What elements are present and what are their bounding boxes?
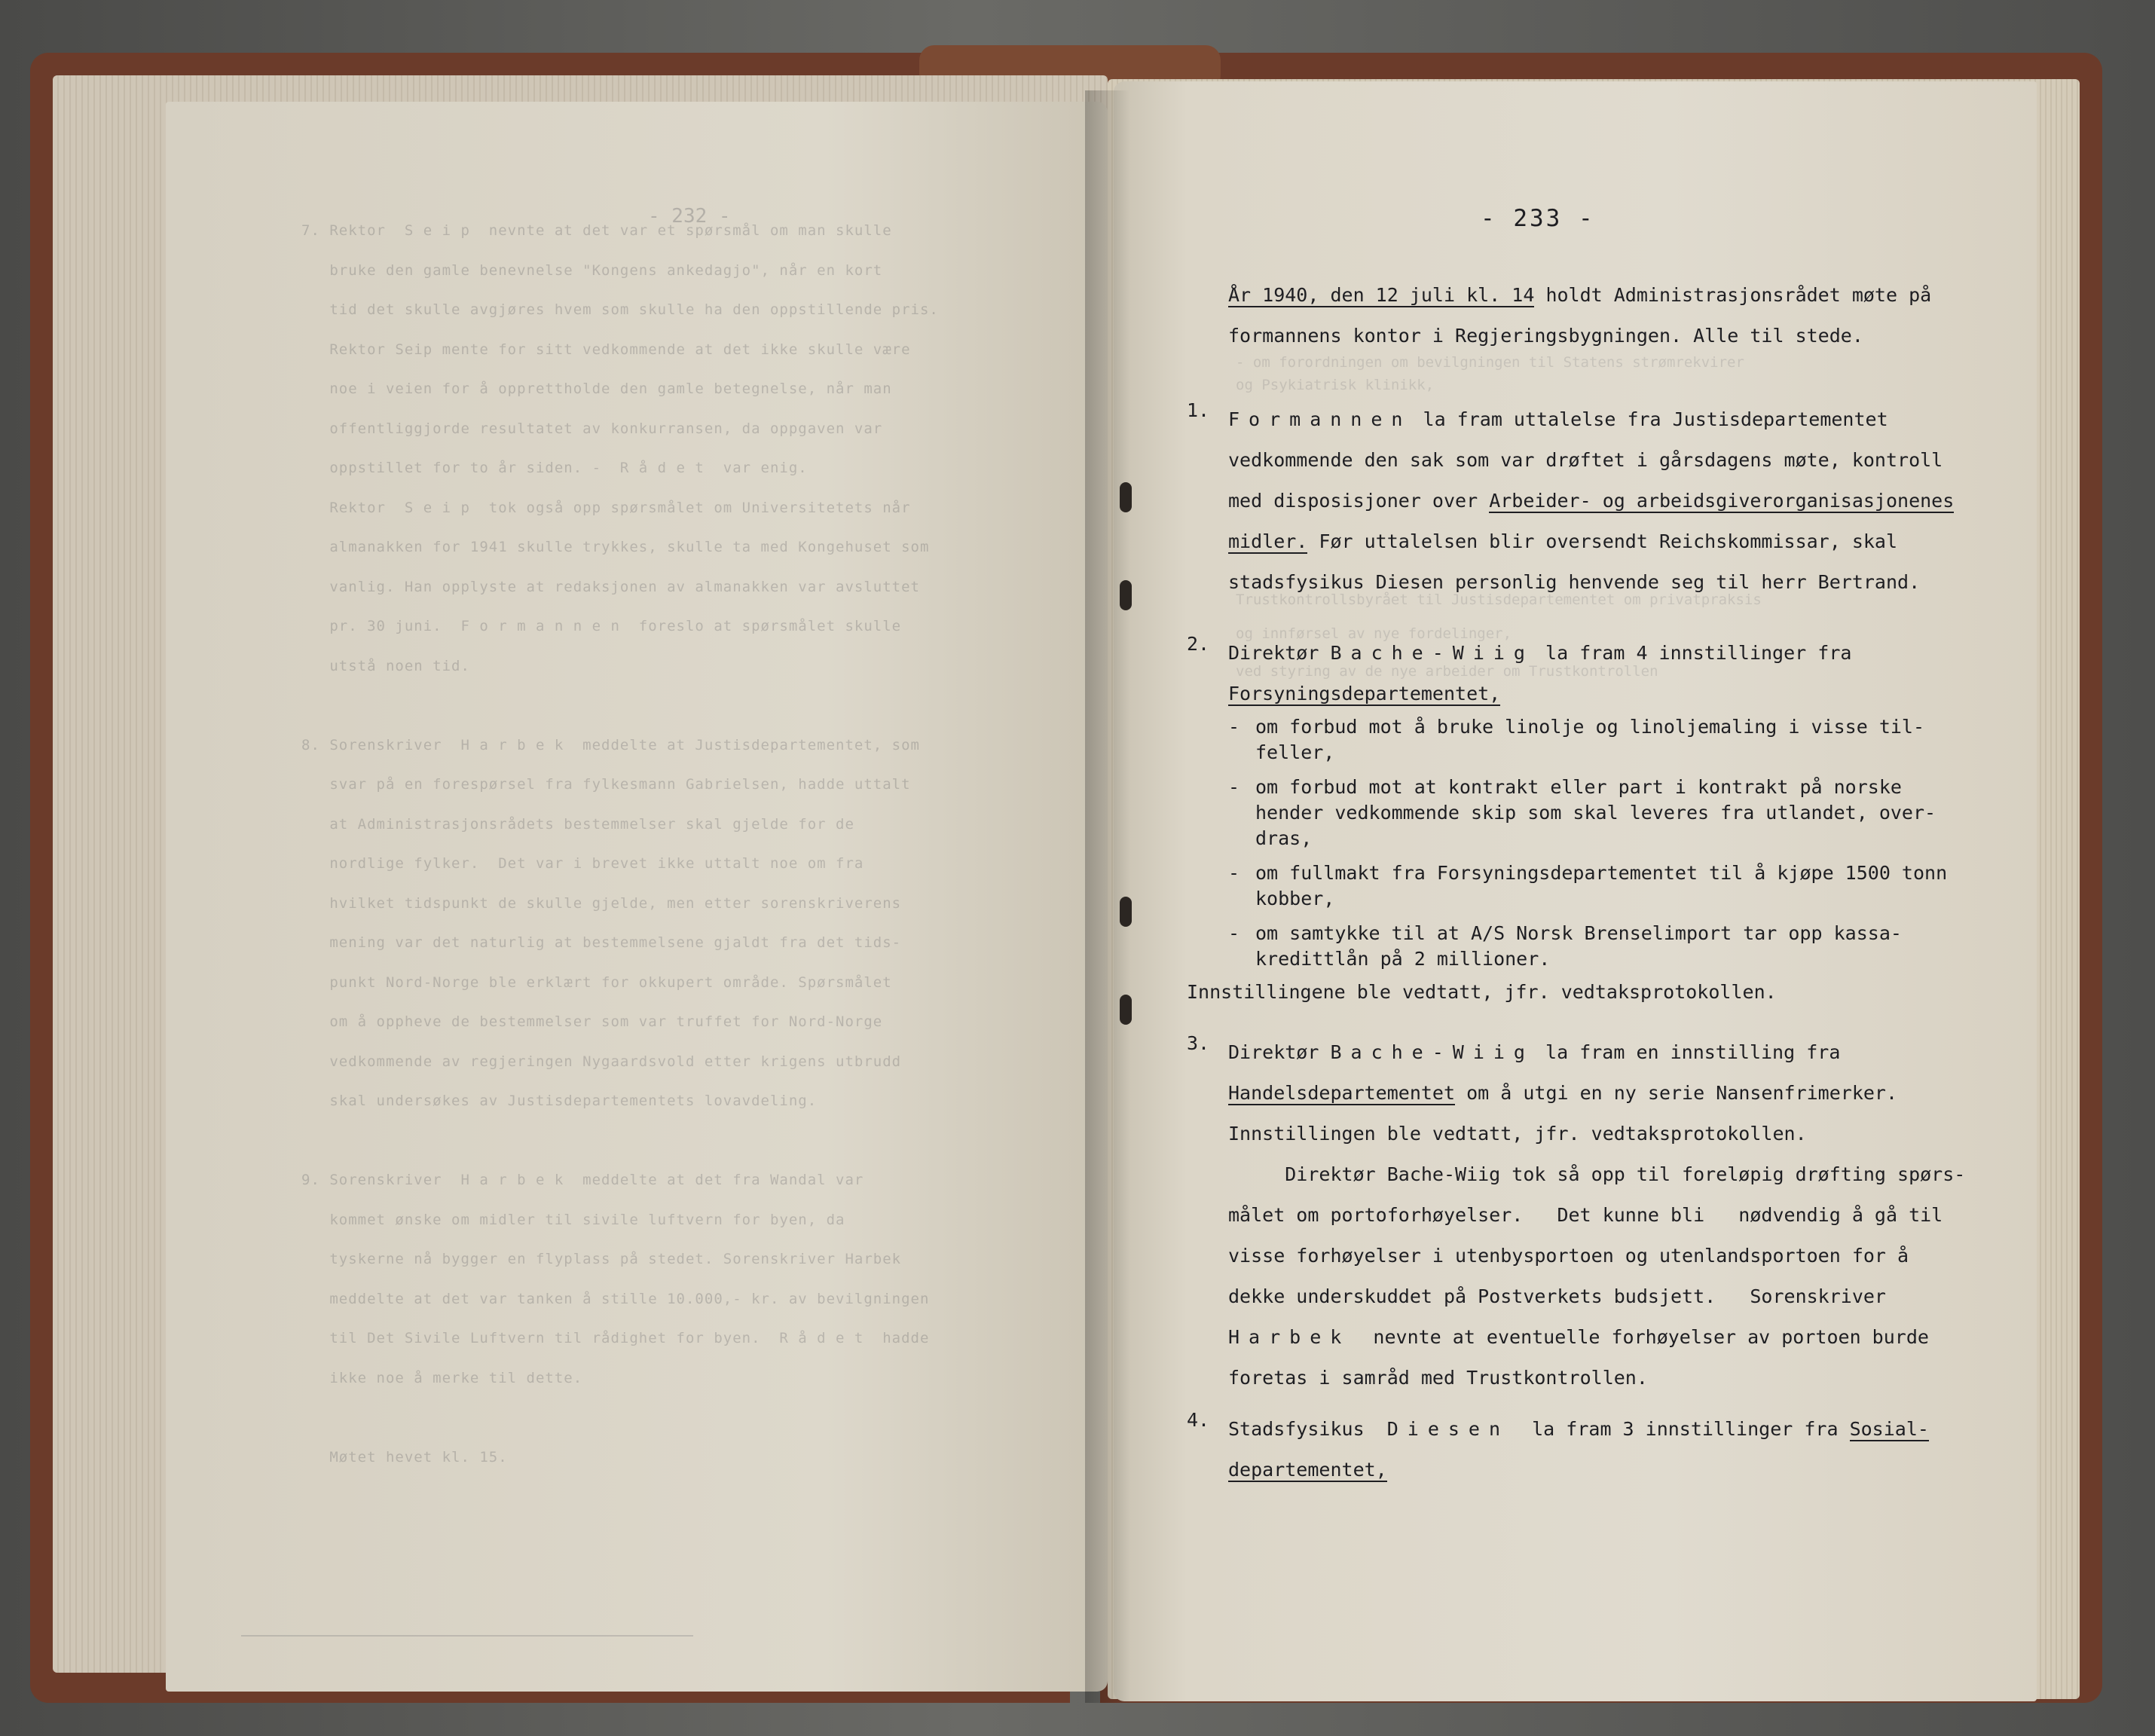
- item-text: stadsfysikus Diesen personlig henvende seg til herr Bertrand.: [1228, 571, 1921, 593]
- left-page-line: vanlig. Han opplyste at redaksjonen av almanakken var avsluttet: [301, 578, 920, 595]
- left-page-line: Møtet hevet kl. 15.: [301, 1448, 508, 1466]
- left-page-line: hvilket tidspunkt de skulle gjelde, men etter sorenskriverens: [301, 894, 902, 912]
- underlined-text: Sosial-: [1849, 1418, 1929, 1440]
- item-text: Direktør Bache-Wiig tok så opp til foreløpig drøfting spørs-: [1228, 1163, 1966, 1185]
- left-page-line: nordlige fylker. Det var i brevet ikke uttalt noe om fra: [301, 855, 864, 872]
- item-text: Direktør: [1228, 642, 1331, 664]
- left-page-number: - 232 -: [648, 205, 731, 228]
- left-page-line: almanakken for 1941 skulle trykkes, skulle ta med Kongehuset som: [301, 539, 930, 555]
- left-page-line: bruke den gamle benevnelse "Kongens ankedagjo", når en kort: [301, 261, 883, 279]
- binding-hole: [1120, 580, 1132, 610]
- item-text: la fram 4 innstillinger fra: [1533, 642, 1852, 664]
- bullet-text: om forbud mot å bruke linolje og linoljemaling i visse til-: [1255, 716, 1925, 738]
- item-text: la fram en innstilling fra: [1533, 1041, 1841, 1063]
- left-page-line: 9. Sorenskriver H a r b e k meddelte at det fra Wandal var: [301, 1172, 864, 1188]
- underlined-text: midler.: [1228, 530, 1308, 552]
- left-page-line: offentliggjorde resultatet av konkurransen, da oppgaven var: [301, 420, 883, 437]
- left-page-line: [301, 686, 1055, 726]
- binding-hole: [1120, 482, 1132, 512]
- item-text: nevnte at eventuelle forhøyelser av portoen burde: [1350, 1326, 1929, 1348]
- bleed-through-line: og Psykiatrisk klinikk,: [1236, 377, 1435, 393]
- bullet-text: om samtykke til at A/S Norsk Brenselimport tar opp kassa-: [1255, 922, 1902, 944]
- dash-bullet: -: [1228, 776, 1240, 798]
- underlined-text: Arbeider- og arbeidsgiverorganisasjonenes: [1489, 490, 1955, 512]
- left-page-line: om å oppheve de bestemmelser som var truffet for Nord-Norge: [301, 1013, 883, 1030]
- meeting-date: År 1940, den 12 juli kl. 14: [1228, 284, 1535, 306]
- underlined-text: departementet,: [1228, 1459, 1387, 1481]
- intro-text: holdt Administrasjonsrådet møte på: [1534, 284, 1932, 306]
- left-page-line: [301, 1121, 1055, 1161]
- left-page-line: mening var det naturlig at bestemmelsene gjaldt fra det tids-: [301, 934, 902, 951]
- bleed-through-line: - om forordningen om bevilgningen til Statens strømrekvirer: [1236, 354, 1744, 371]
- bullet-text: hender vedkommende skip som skal leveres fra utlandet, over-: [1255, 802, 1936, 824]
- item-number: 2.: [1187, 633, 1210, 655]
- item-text: med disposisjoner over: [1228, 490, 1490, 512]
- left-page-line: skal undersøkes av Justisdepartementets lovavdeling.: [301, 1093, 818, 1109]
- bullet-text: feller,: [1255, 741, 1335, 763]
- bullet-text: kredittlån på 2 millioner.: [1255, 948, 1551, 970]
- spaced-name: Harbek: [1228, 1326, 1351, 1348]
- dash-bullet: -: [1228, 862, 1240, 884]
- left-page-line: ikke noe å merke til dette.: [301, 1369, 583, 1386]
- bleed-through-line: og innførsel av nye fordelinger,: [1236, 625, 1512, 642]
- spaced-name: Bache-Wiig: [1330, 642, 1534, 664]
- binding-hole: [1120, 897, 1132, 927]
- item-text: om å utgi en ny serie Nansenfrimerker.: [1455, 1082, 1898, 1104]
- item-text: foretas i samråd med Trustkontrollen.: [1228, 1367, 1648, 1389]
- left-page-text: [301, 211, 1055, 1477]
- left-page-line: kommet ønske om midler til sivile luftvern for byen, da: [301, 1211, 845, 1228]
- left-page-line: at Administrasjonsrådets bestemmelser skal gjelde for de: [301, 815, 854, 833]
- bullet-text: om fullmakt fra Forsyningsdepartementet til å kjøpe 1500 tonn: [1255, 862, 1948, 884]
- bullet-text: om forbud mot at kontrakt eller part i kontrakt på norske: [1255, 776, 1902, 798]
- left-page-line: svar på en forespørsel fra fylkesmann Gabrielsen, hadde uttalt: [301, 776, 911, 793]
- item-text: Direktør: [1228, 1041, 1331, 1063]
- left-page-line: Rektor S e i p tok også opp spørsmålet om Universitetets når: [301, 499, 911, 516]
- item-text: la fram uttalelse fra Justisdepartementet: [1411, 408, 1888, 430]
- left-page-line: oppstillet for to år siden. - R å d e t var enig.: [301, 460, 808, 476]
- underlined-text: Handelsdepartementet: [1228, 1082, 1456, 1104]
- page-number: - 233 -: [1481, 205, 1595, 232]
- bleed-through-line: ved styring av de nye arbeider om Trustkontrollen: [1236, 663, 1658, 680]
- bleed-through-line: Trustkontrollsbyrået til Justisdepartementet om privatpraksis: [1236, 591, 1762, 608]
- left-page-line: punkt Nord-Norge ble erklært for okkupert område. Spørsmålet: [301, 973, 892, 991]
- signature-line: [241, 1612, 693, 1637]
- left-page-line: til Det Sivile Luftvern til rådighet for byen. R å d e t hadde: [301, 1330, 930, 1346]
- left-page-line: tyskerne nå bygger en flyplass på stedet. Sorenskriver Harbek: [301, 1251, 902, 1267]
- left-page-line: vedkommende av regjeringen Nygaardsvold etter krigens utbrudd: [301, 1053, 902, 1070]
- dash-bullet: -: [1228, 716, 1240, 738]
- left-page-line: Rektor Seip mente for sitt vedkommende at det ikke skulle være: [301, 341, 911, 358]
- left-page-line: 8. Sorenskriver H a r b e k meddelte at Justisdepartementet, som: [301, 736, 920, 753]
- item-text: Stadsfysikus: [1228, 1418, 1387, 1440]
- item-text: la fram 3 innstillinger fra: [1509, 1418, 1850, 1440]
- left-page-line: meddelte at det var tanken å stille 10.000,- kr. av bevilgningen: [301, 1290, 930, 1307]
- spaced-name: Diesen: [1386, 1418, 1510, 1440]
- dash-bullet: -: [1228, 922, 1240, 944]
- left-page-line: utstå noen tid.: [301, 657, 470, 674]
- item-text: Innstillingene ble vedtatt, jfr. vedtaksprotokollen.: [1187, 981, 1777, 1003]
- item-text: målet om portoforhøyelser. Det kunne bli nødvendig å gå til: [1228, 1204, 1943, 1226]
- binding-hole: [1120, 995, 1132, 1025]
- intro-text: formannens kontor i Regjeringsbygningen. Alle til stede.: [1228, 325, 1863, 347]
- left-page-line: noe i veien for å opprettholde den gamle betegnelse, når man: [301, 381, 892, 397]
- bullet-text: dras,: [1255, 827, 1313, 849]
- bullet-text: kobber,: [1255, 888, 1335, 909]
- spaced-name: Formannen: [1228, 408, 1412, 430]
- item-text: vedkommende den sak som var drøftet i gårsdagens møte, kontroll: [1228, 449, 1943, 471]
- left-page-line: tid det skulle avgjøres hvem som skulle ha den oppstillende pris.: [301, 301, 939, 318]
- item-number: 1.: [1187, 399, 1210, 421]
- item-text: dekke underskuddet på Postverkets budsjett. Sorenskriver: [1228, 1285, 1886, 1307]
- item-number: 4.: [1187, 1409, 1210, 1431]
- item-text: Før uttalelsen blir oversendt Reichskommissar, skal: [1307, 530, 1898, 552]
- left-page-line: pr. 30 juni. F o r m a n n e n foreslo at spørsmålet skulle: [301, 618, 902, 634]
- spaced-name: Bache-Wiig: [1330, 1041, 1534, 1063]
- item-text: Innstillingen ble vedtatt, jfr. vedtaksprotokollen.: [1228, 1123, 1807, 1145]
- underlined-text: Forsyningsdepartementet,: [1228, 683, 1501, 704]
- left-page-line: [301, 1398, 1055, 1438]
- item-number: 3.: [1187, 1032, 1210, 1054]
- item-text: visse forhøyelser i utenbysportoen og utenlandsportoen for å: [1228, 1245, 1909, 1267]
- left-page-line: 7. Rektor S e i p nevnte at det var et spørsmål om man skulle: [301, 222, 892, 239]
